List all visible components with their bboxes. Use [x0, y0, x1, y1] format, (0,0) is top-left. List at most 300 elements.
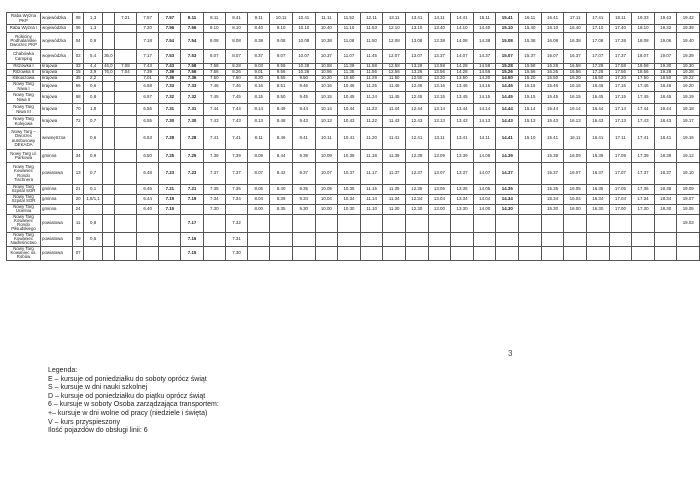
departure-time: 18.39	[654, 150, 677, 163]
departure-time: 19.30	[654, 64, 677, 70]
departure-time: 7.31	[159, 104, 181, 116]
departure-time: 19.16	[677, 128, 700, 150]
departure-time: 19.32	[654, 25, 677, 33]
departure-time: 10.07	[315, 163, 338, 185]
departure-time: 10.08	[292, 33, 315, 50]
departure-time: 16.26	[541, 70, 564, 76]
departure-time: 7.28	[181, 128, 203, 150]
departure-time: 14.40	[473, 25, 496, 33]
departure-time: 7.30	[225, 246, 247, 260]
departure-time: 17.56	[609, 70, 632, 76]
departure-time: 10.50	[338, 76, 361, 82]
departure-time: 10.45	[338, 92, 361, 104]
departure-time: 10.00	[315, 204, 338, 214]
departure-time: 14.37	[473, 50, 496, 64]
distance-km	[84, 204, 103, 214]
departure-time: 15.56	[519, 70, 542, 76]
stop-name: Nowy Targ – Dworzec autobusowy DEKADA	[7, 128, 41, 150]
distance-km: 4,4	[84, 64, 103, 70]
departure-time: 8.46	[270, 128, 293, 150]
departure-time: 7.32	[181, 92, 203, 104]
distance-km: 0,5	[84, 232, 103, 246]
departure-time: 15.34	[541, 194, 564, 204]
departure-time: 11.14	[360, 194, 383, 204]
departure-time: 17.00	[609, 204, 632, 214]
stop-name: Nowy Targ Kowaniec Rondo Piłsudskiego	[7, 214, 41, 232]
distance-total	[102, 25, 114, 33]
departure-time: 18.46	[654, 82, 677, 92]
departure-time: 18.07	[632, 50, 655, 64]
departure-time: 12.30	[405, 204, 428, 214]
departure-time: 18.35	[654, 185, 677, 195]
departure-time: 16.04	[564, 194, 587, 204]
departure-time	[181, 204, 203, 214]
departure-time: 11.34	[383, 194, 406, 204]
stop-number: 33	[73, 64, 84, 70]
departure-time: 14.07	[473, 163, 496, 185]
departure-time: 7.56	[203, 70, 225, 76]
distance-total	[102, 116, 114, 128]
distance-km: 1,3	[84, 25, 103, 33]
departure-time	[654, 214, 677, 232]
departure-time: 15.15	[519, 92, 542, 104]
departure-time: 8.07	[225, 50, 247, 64]
road-category: krajowa	[41, 92, 73, 104]
departure-time: 17.44	[632, 104, 655, 116]
departure-time: 15.50	[541, 76, 564, 82]
departure-time: 6.44	[137, 194, 159, 204]
departure-time: 10.56	[315, 70, 338, 76]
distance-total	[102, 13, 114, 25]
departure-time: 11.20	[360, 128, 383, 150]
departure-time: 12.08	[383, 33, 406, 50]
distance-km: 3,9	[84, 70, 103, 76]
departure-time: 15.43	[541, 116, 564, 128]
departure-time: 7.57	[159, 13, 181, 25]
departure-time: 11.46	[383, 82, 406, 92]
road-category: powiatowa	[41, 163, 73, 185]
table-row	[7, 64, 700, 70]
departure-time: 14.41	[496, 128, 519, 150]
departure-time: 17.09	[609, 150, 632, 163]
departure-time: 12.11	[360, 13, 383, 25]
departure-time	[114, 246, 136, 260]
departure-time: 6.56	[137, 104, 159, 116]
departure-time	[270, 214, 293, 232]
departure-time: 13.26	[405, 70, 428, 76]
departure-time: 8.38	[248, 33, 270, 50]
departure-time: 9.58	[270, 64, 293, 70]
departure-time: 14.13	[473, 116, 496, 128]
departure-time: 10.11	[315, 128, 338, 150]
departure-time: 19.40	[677, 33, 700, 50]
departure-time: 7.35	[225, 185, 247, 195]
distance-total	[102, 33, 114, 50]
departure-time: 9.45	[292, 92, 315, 104]
departure-time: 14.56	[473, 70, 496, 76]
stop-number: 06	[73, 25, 84, 33]
departure-time: 13.41	[405, 13, 428, 25]
departure-time: 7.44	[203, 104, 225, 116]
departure-time: 16.56	[564, 70, 587, 76]
departure-time: 9.10	[270, 25, 293, 33]
departure-time: 10.04	[315, 194, 338, 204]
departure-time: 13.08	[405, 33, 428, 50]
road-category: powiatowa	[41, 246, 73, 260]
departure-time: 13.07	[405, 50, 428, 64]
departure-time: 7.21	[114, 13, 136, 25]
table-row	[7, 116, 700, 128]
departure-time: 14.00	[473, 204, 496, 214]
departure-time: 17.07	[586, 50, 609, 64]
departure-time: 19.05	[677, 204, 700, 214]
departure-time	[114, 33, 136, 50]
departure-time: 18.37	[654, 163, 677, 185]
departure-time: 19.03	[677, 214, 700, 232]
departure-time: 16.11	[519, 13, 542, 25]
departure-time: 16.37	[564, 50, 587, 64]
departure-time	[519, 194, 542, 204]
departure-time: 8.00	[248, 204, 270, 214]
departure-time: 16.16	[564, 82, 587, 92]
departure-time: 18.50	[654, 76, 677, 82]
departure-time: 16.09	[564, 150, 587, 163]
departure-time: 11.39	[338, 64, 361, 70]
departure-time: 10.14	[315, 104, 338, 116]
departure-time: 7.28	[159, 128, 181, 150]
departure-time: 14.15	[473, 92, 496, 104]
departure-time	[609, 214, 632, 232]
departure-time: 13.45	[451, 92, 474, 104]
departure-time: 10.16	[315, 82, 338, 92]
departure-time: 7.33	[159, 82, 181, 92]
departure-time: 7.43	[137, 64, 159, 70]
departure-time: 13.15	[428, 92, 451, 104]
departure-time: 11.35	[383, 185, 406, 195]
departure-time: 8.07	[203, 50, 225, 64]
departure-time: 14.46	[496, 82, 519, 92]
departure-time: 6.55	[137, 116, 159, 128]
departure-time: 10.20	[315, 76, 338, 82]
departure-time: 8.05	[248, 185, 270, 195]
departure-time	[315, 214, 338, 232]
departure-time: 8.08	[225, 33, 247, 50]
departure-time: 7.39	[137, 70, 159, 76]
departure-time	[383, 246, 406, 260]
departure-time: 17.43	[632, 116, 655, 128]
departure-time	[519, 163, 542, 185]
departure-time: 10.58	[315, 64, 338, 70]
departure-time: 14.26	[451, 70, 474, 76]
distance-total: 36,0	[102, 50, 114, 64]
departure-time: 13.11	[383, 13, 406, 25]
departure-time: 9.46	[292, 82, 315, 92]
departure-time: 18.08	[632, 33, 655, 50]
departure-time	[383, 232, 406, 246]
departure-time: 13.11	[428, 128, 451, 150]
departure-time: 7.45	[225, 92, 247, 104]
departure-time: 10.46	[338, 82, 361, 92]
departure-time: 14.09	[473, 150, 496, 163]
departure-time	[677, 246, 700, 260]
departure-time: 9.43	[292, 116, 315, 128]
departure-time: 19.39	[677, 25, 700, 33]
departure-time: 8.28	[225, 64, 247, 70]
departure-time: 7.16	[181, 232, 203, 246]
departure-time	[519, 214, 542, 232]
departure-time: 12.46	[405, 82, 428, 92]
departure-time: 9.35	[292, 185, 315, 195]
departure-time: 11.52	[338, 13, 361, 25]
departure-time: 9.08	[270, 33, 293, 50]
departure-time	[270, 246, 293, 260]
departure-time: 9.37	[292, 163, 315, 185]
departure-time: 13.46	[451, 82, 474, 92]
departure-time: 10.39	[338, 150, 361, 163]
stop-number: 66	[73, 82, 84, 92]
departure-time: 7.39	[159, 70, 181, 76]
departure-time: 14.20	[473, 76, 496, 82]
departure-time: 16.45	[586, 92, 609, 104]
stop-name: Nowy Targ Niwa II	[7, 92, 41, 104]
departure-time	[519, 246, 542, 260]
departure-time: 15.08	[496, 33, 519, 50]
departure-time: 7.31	[181, 104, 203, 116]
table-row	[7, 214, 700, 232]
departure-time: 7.25	[159, 150, 181, 163]
road-category: krajowa	[41, 64, 73, 70]
departure-time: 17.50	[632, 76, 655, 82]
distance-total	[102, 194, 114, 204]
stop-name: Nowy Targ Niwa III	[7, 104, 41, 116]
departure-time: 13.10	[405, 25, 428, 33]
departure-time: 12.44	[405, 104, 428, 116]
departure-time	[586, 232, 609, 246]
departure-time: 16.07	[564, 163, 587, 185]
timetable	[6, 12, 700, 261]
distance-total	[102, 185, 114, 195]
departure-time: 17.40	[609, 25, 632, 33]
departure-time: 11.37	[383, 163, 406, 185]
departure-time: 17.38	[609, 33, 632, 50]
departure-time	[541, 232, 564, 246]
departure-time: 14.35	[496, 185, 519, 195]
stop-number: 35	[73, 76, 84, 82]
departure-time: 14.07	[451, 50, 474, 64]
road-category: wewnętrzna	[41, 128, 73, 150]
departure-time	[451, 246, 474, 260]
departure-time: 13.50	[451, 76, 474, 82]
departure-time	[519, 185, 542, 195]
departure-time: 11.11	[315, 13, 338, 25]
stop-number: 24	[73, 204, 84, 214]
departure-time: 13.58	[428, 64, 451, 70]
departure-time	[315, 232, 338, 246]
departure-time: 8.55	[270, 76, 293, 82]
departure-time: 17.16	[609, 82, 632, 92]
stop-number: 68	[73, 92, 84, 104]
distance-km: 1,8	[84, 104, 103, 116]
departure-time	[632, 214, 655, 232]
departure-time: 6.40	[137, 204, 159, 214]
stop-number: 20	[73, 194, 84, 204]
departure-time: 13.14	[428, 104, 451, 116]
departure-time	[564, 246, 587, 260]
departure-time	[248, 246, 270, 260]
departure-time	[114, 104, 136, 116]
departure-time: 10.07	[292, 50, 315, 64]
departure-time: 12.58	[383, 64, 406, 70]
departure-time: 17.20	[609, 76, 632, 82]
road-category: krajowa	[41, 76, 73, 82]
departure-time: 11.24	[360, 92, 383, 104]
departure-time: 8.04	[248, 194, 270, 204]
table-row	[7, 246, 700, 260]
departure-time: 15.16	[519, 82, 542, 92]
departure-time: 8.08	[203, 33, 225, 50]
table-row	[7, 204, 700, 214]
departure-time: 7.18	[137, 33, 159, 50]
departure-time	[564, 214, 587, 232]
departure-time: 16.14	[564, 104, 587, 116]
departure-time: 8.39	[270, 194, 293, 204]
departure-time: 9.11	[248, 13, 270, 25]
departure-time: 13.35	[451, 185, 474, 195]
departure-time: 7.37	[225, 163, 247, 185]
departure-time: 7.01	[137, 76, 159, 82]
departure-time: 6.58	[137, 82, 159, 92]
departure-time	[114, 163, 136, 185]
departure-time	[114, 214, 136, 232]
distance-km: 1,3	[84, 13, 103, 25]
departure-time: 17.04	[609, 194, 632, 204]
departure-time	[338, 246, 361, 260]
stop-number: 08	[73, 13, 84, 25]
departure-time: 16.07	[541, 50, 564, 64]
departure-time: 17.30	[632, 204, 655, 214]
departure-time: 16.34	[586, 194, 609, 204]
departure-time: 17.37	[609, 50, 632, 64]
departure-time: 13.40	[428, 25, 451, 33]
legend-line: V – kurs przyspieszony	[48, 418, 120, 426]
stop-number: 02	[73, 50, 84, 64]
departure-time: 10.13	[315, 116, 338, 128]
departure-time: 6.57	[137, 92, 159, 104]
departure-time: 10.41	[338, 128, 361, 150]
departure-time	[114, 194, 136, 204]
departure-time: 11.50	[360, 33, 383, 50]
departure-time: 7.34	[225, 194, 247, 204]
departure-time: 6.46	[137, 185, 159, 195]
departure-time: 18.10	[632, 25, 655, 33]
departure-time: 19.20	[677, 82, 700, 92]
table-row	[7, 232, 700, 246]
departure-time	[137, 214, 159, 232]
departure-time: 9.56	[270, 70, 293, 76]
departure-time: 16.46	[586, 82, 609, 92]
departure-time: 7.54	[159, 33, 181, 50]
departure-time: 19.19	[677, 92, 700, 104]
departure-time	[292, 232, 315, 246]
departure-time	[586, 214, 609, 232]
departure-time: 11.30	[383, 204, 406, 214]
departure-time: 17.39	[632, 150, 655, 163]
departure-time: 19.39	[677, 50, 700, 64]
departure-time: 17.05	[609, 185, 632, 195]
departure-time	[405, 232, 428, 246]
table-row	[7, 33, 700, 50]
departure-time: 8.26	[225, 70, 247, 76]
departure-time: 15.46	[541, 82, 564, 92]
table-row	[7, 194, 700, 204]
departure-time: 8.44	[270, 150, 293, 163]
departure-time: 8.07	[248, 163, 270, 185]
distance-km: 1,8/1,1	[84, 194, 103, 204]
departure-time: 9.30	[292, 204, 315, 214]
stop-number: 07	[73, 246, 84, 260]
departure-time	[405, 214, 428, 232]
departure-time	[654, 232, 677, 246]
departure-time	[677, 232, 700, 246]
departure-time: 14.08	[451, 33, 474, 50]
departure-time: 8.50	[270, 92, 293, 104]
distance-km: 0,8	[84, 92, 103, 104]
distance-total	[102, 150, 114, 163]
departure-time: 12.07	[383, 50, 406, 64]
departure-time: 11.56	[360, 70, 383, 76]
departure-time: 9.07	[270, 50, 293, 64]
departure-time: 11.22	[360, 116, 383, 128]
departure-time: 7.32	[159, 92, 181, 104]
timetable-sheet	[6, 12, 700, 261]
departure-time: 9.44	[292, 104, 315, 116]
departure-time: 13.44	[451, 104, 474, 116]
road-category: krajowa	[41, 104, 73, 116]
table-row	[7, 50, 700, 64]
departure-time: 11.10	[360, 204, 383, 214]
departure-time: 16.35	[586, 185, 609, 195]
road-category: gminna	[41, 185, 73, 195]
departure-time: 12.37	[405, 163, 428, 185]
departure-time: 17.37	[632, 163, 655, 185]
stop-name: Raba Wyżna I	[7, 25, 41, 33]
departure-time	[114, 232, 136, 246]
departure-time: 16.00	[564, 204, 587, 214]
stop-number: 70	[73, 104, 84, 116]
departure-time: 19.07	[677, 194, 700, 204]
departure-time: 19.09	[677, 185, 700, 195]
departure-time: 16.15	[564, 92, 587, 104]
departure-time: 8.13	[248, 116, 270, 128]
departure-time	[114, 128, 136, 150]
table-row	[7, 104, 700, 116]
departure-time: 11.45	[383, 92, 406, 104]
legend-line: S – kursuje w dni nauki szkolnej	[48, 384, 148, 392]
departure-time: 7.43	[203, 116, 225, 128]
departure-time: 10.40	[315, 25, 338, 33]
departure-time: 7.37	[203, 163, 225, 185]
distance-total	[102, 104, 114, 116]
departure-time	[114, 204, 136, 214]
departure-time	[203, 246, 225, 260]
departure-time: 7.41	[203, 128, 225, 150]
departure-time: 13.05	[428, 185, 451, 195]
departure-time: 7.45	[203, 92, 225, 104]
departure-time: 7.46	[203, 82, 225, 92]
departure-time: 9.39	[292, 150, 315, 163]
departure-time: 17.11	[564, 13, 587, 25]
departure-time: 16.41	[586, 128, 609, 150]
